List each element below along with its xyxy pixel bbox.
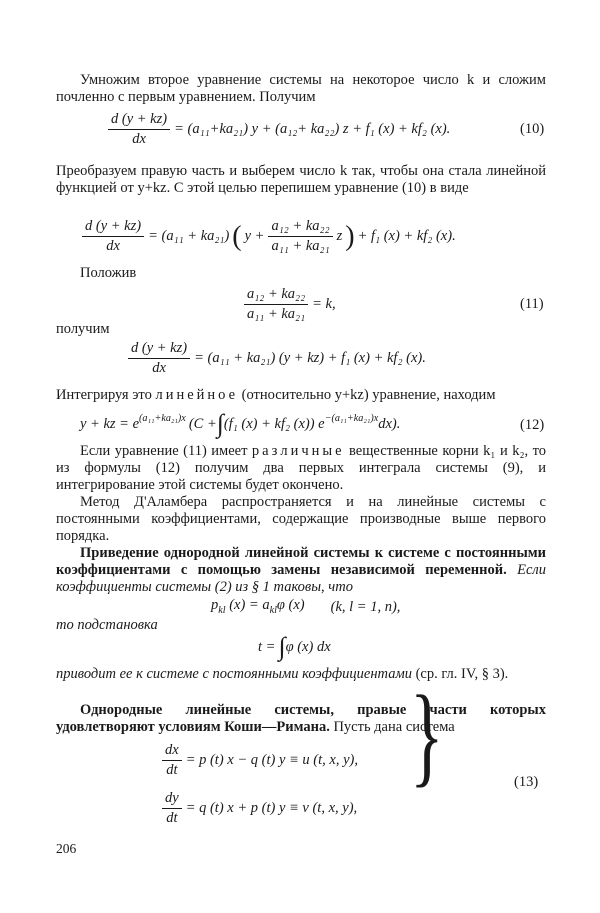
paragraph-reduction — [56, 545, 546, 596]
p6-prefix: Если уравнение (11) имеет — [80, 443, 252, 459]
p6-spaced: различные — [251, 443, 345, 459]
paragraph-transform: Преобразуем правую часть и выберем число k так, чтобы она стала линейной функцией от y+kz. С этой целью перепишем уравнение (10) в виде — [56, 163, 546, 196]
p5-suffix: (относительно y+kz) уравнение, находим — [238, 387, 496, 403]
eq11b-numerator: d (y + kz) — [128, 340, 190, 359]
paragraph-multiply: Умножим второе уравнение системы на некоторое число k и сложим почленно с первым уравнением. Получим — [56, 72, 546, 105]
left-paren: ( — [232, 221, 242, 252]
paragraph-integrating — [56, 387, 496, 404]
paragraph-leads-to — [56, 666, 546, 683]
eq11b-denominator: dx — [152, 360, 166, 376]
p11-tail: Пусть дана система — [329, 719, 455, 735]
eq10b-inner-numerator: a₁₂ + ka₂₂ — [268, 218, 332, 237]
eq10b-coefficient: = (a₁₁ + ka₂₁) — [148, 228, 230, 244]
eq11b-rhs: = (a₁₁ + ka₂₁) (y + kz) + f₁ (x) + kf₂ (x). — [194, 350, 426, 366]
right-paren: ) — [345, 221, 355, 252]
eq11-numerator: a₁₂ + ka₂₂ — [244, 286, 308, 305]
eq10b-tail: + f₁ (x) + kf₂ (x). — [357, 228, 456, 244]
eq13-l1-rhs: = p (t) x − q (t) y ≡ u (t, x, y), — [185, 752, 358, 768]
equation-11 — [240, 286, 336, 323]
eq10b-denominator: dx — [106, 238, 120, 254]
eq11-rhs: = k, — [312, 296, 336, 312]
right-brace: } — [410, 674, 444, 799]
paragraph-cauchy-riemann — [56, 702, 546, 736]
equation-12 — [80, 409, 401, 438]
eq12-mid: (C + — [188, 415, 217, 432]
p8-italic: Если коэффициенты системы (2) из § 1 таковы, что — [56, 562, 546, 595]
eq13-l1-numerator: dx — [162, 742, 182, 761]
equation-pkl — [211, 597, 400, 619]
p5-prefix: Интегрируя это — [56, 387, 156, 403]
eq13-label: (13) — [514, 774, 539, 790]
eq10-rhs: = (a₁₁+ka₂₁) y + (a₁₂+ ka₂₂) z + f₁ (x) + kf₂ (x). — [174, 121, 451, 137]
eq12-exponent-2: −(a₁₁+ka₂₁)x — [324, 412, 379, 424]
p10-tail: (ср. гл. IV, § 3). — [411, 666, 509, 682]
eq11-label: (11) — [520, 296, 544, 312]
eq10-denominator: dx — [132, 131, 146, 147]
eq11-denominator: a₁₁ + ka₂₁ — [247, 306, 306, 322]
equation-substitution — [258, 632, 331, 661]
equation-10 — [104, 111, 450, 148]
eq-sub-lhs: t = — [258, 638, 276, 655]
eq10-numerator: d (y + kz) — [108, 111, 170, 130]
eq13-l1-denominator: dt — [166, 762, 178, 778]
p10-italic: приводит ее к системе с постоянными коэффициентами — [56, 666, 412, 682]
equation-10-rewritten — [78, 218, 456, 255]
eq12-tail: dx). — [378, 415, 401, 432]
eq10-label: (10) — [520, 121, 545, 137]
eq-pkl-range: (k, l = 1, n), — [330, 599, 401, 616]
eq13-l2-numerator: dy — [162, 790, 182, 809]
page-number: 206 — [56, 841, 77, 856]
paragraph-substitution: то подстановка — [56, 617, 158, 633]
p6-suffix: вещественные корни k₁ и k₂, то из формулы (12) получим два первых интеграла системы (9), и интегрирование этой системы будет окончено. — [56, 443, 546, 493]
paragraph-dalembert: Метод Д'Аламбера распространяется и на линейные системы с постоянными коэффициентами, содержащие производные выше первого порядка. — [56, 494, 546, 544]
equation-linear — [124, 340, 426, 377]
paragraph-distinct-roots — [56, 443, 546, 494]
eq12-label: (12) — [520, 417, 545, 433]
p11-bold-heading: Однородные линейные системы, правые части которых удовлетворяют условиям Коши—Римана. — [56, 702, 546, 735]
eq-pkl-body: $p_{kl}$ $(x) = a_{kl}\varphi$ (x) — [211, 597, 305, 616]
equation-13-line-1 — [158, 742, 358, 779]
p5-spaced: линейное — [155, 387, 239, 403]
eq12-lhs: y + kz = e — [80, 415, 140, 432]
eq-sub-body: φ (x) dx — [285, 638, 331, 655]
paragraph-setting: Положив — [80, 265, 137, 281]
eq12-body: (f₁ (x) + kf₂ (x)) e — [223, 415, 325, 432]
eq10b-inner-left: y + — [244, 228, 265, 244]
eq10b-inner-denominator: a₁₁ + ka₂₁ — [271, 238, 330, 254]
p8-bold-heading: Приведение однородной линейной системы к системе с постоянными коэффициентами с помощью замены независимой переменной. — [56, 545, 546, 578]
equation-13-line-2 — [158, 790, 357, 827]
eq13-l2-denominator: dt — [166, 810, 178, 826]
integral-sign-2: ∫ — [278, 632, 286, 661]
eq10b-numerator: d (y + kz) — [82, 218, 144, 237]
eq10b-inner-right: z — [336, 228, 343, 244]
eq12-exponent-1: (a₁₁+ka₂₁)x — [139, 412, 186, 424]
integral-sign: ∫ — [216, 409, 224, 438]
paragraph-we-get: получим — [56, 321, 110, 337]
eq13-l2-rhs: = q (t) x + p (t) y ≡ v (t, x, y), — [185, 800, 358, 816]
